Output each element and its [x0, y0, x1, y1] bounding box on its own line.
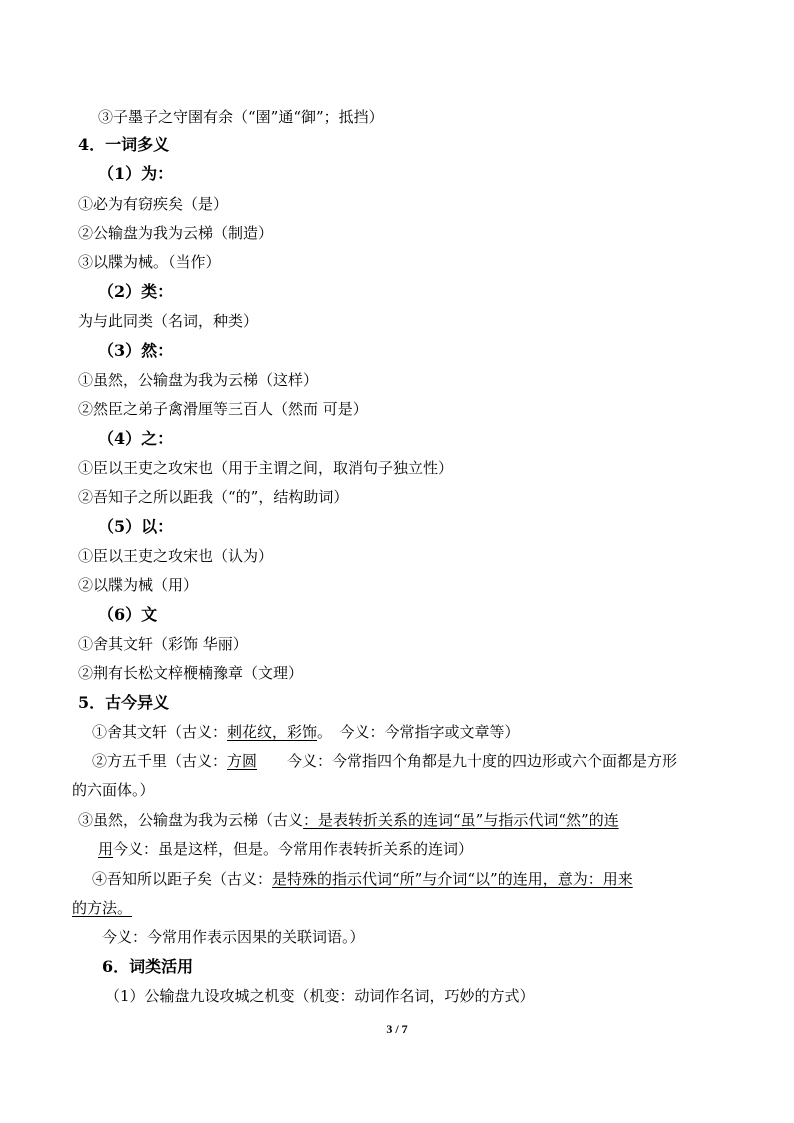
subsection-heading: （5）以：: [98, 517, 174, 536]
text-line: ②以牒为械（用）: [78, 576, 199, 594]
text-line: ①必为有窃疾矣（是）: [78, 195, 229, 213]
text-line: 的六面体。）: [72, 781, 155, 799]
text-line: ①臣以王吏之攻宋也（认为）: [78, 547, 274, 565]
text-line: [92, 721, 520, 743]
text-line: [72, 897, 132, 919]
text-line: [98, 838, 473, 860]
text-line: ②然臣之弟子禽滑厘等三百人（然而 可是）: [78, 400, 368, 418]
section-heading: 5．古今异义: [78, 693, 170, 712]
subsection-heading: （4）之：: [98, 429, 174, 448]
underlined-text: 是特殊的指示代词“所”与介词“以”的连用，意为：用来: [272, 870, 633, 888]
subsection-heading: （1）为：: [98, 164, 174, 183]
text-line: [92, 868, 633, 890]
text-line: ③子墨子之守圉有余（“圉”通“御”；抵挡）: [98, 108, 384, 126]
text-span: ④吾知所以距子矣（古义：: [92, 870, 273, 888]
text-span: ③虽然，公输盘为我为云梯（古义: [78, 811, 304, 829]
text-line: ②吾知子之所以距我（“的”，结构助词）: [78, 488, 349, 506]
page-number: 3 / 7: [386, 1022, 408, 1036]
section-heading: 4．一词多义: [78, 135, 170, 154]
text-span: 今义：虽是这样，但是。今常用作表转折关系的连词）: [113, 840, 474, 858]
subsection-heading: （6）文: [98, 605, 158, 624]
text-span: 。 今义：今常指字或文章等）: [317, 723, 520, 741]
text-line: ②荆有长松文梓楩楠豫章（文理）: [78, 664, 304, 682]
subsection-heading: （2）类：: [98, 282, 174, 301]
underlined-text: 用: [98, 840, 114, 858]
text-span: 今义：今常指四个角都是九十度的四边形或六个面都是方形: [257, 752, 678, 770]
text-line: 为与此同类（名词，种类）: [78, 312, 259, 330]
text-line: ②公输盘为我为云梯（制造）: [78, 224, 274, 242]
section-heading: 6．词类活用: [102, 957, 194, 976]
underlined-text: ：是表转折关系的连词“虽”与指示代词“然”的连: [303, 811, 619, 829]
text-line: ①臣以王吏之攻宋也（用于主谓之间，取消句子独立性）: [78, 459, 454, 477]
text-span: ①舍其文轩（古义：: [92, 723, 228, 741]
text-line: （1）公输盘九设攻城之机变（机变：动词作名词，巧妙的方式）: [105, 987, 535, 1005]
underlined-text: 刺花纹，彩饰: [227, 723, 318, 741]
text-line: ①舍其文轩（彩饰 华丽）: [78, 635, 248, 653]
text-line: [78, 809, 619, 831]
subsection-heading: （3）然：: [98, 341, 174, 360]
text-line: ①虽然，公输盘为我为云梯（这样）: [78, 371, 319, 389]
underlined-text: 的方法。: [72, 899, 133, 917]
text-line: ③以牒为械。（当作）: [78, 253, 221, 271]
text-line: 今义：今常用作表示因果的关联词语。）: [102, 928, 365, 946]
underlined-text: 方圆: [227, 752, 258, 770]
text-span: ②方五千里（古义：: [92, 752, 228, 770]
text-line: [92, 750, 677, 772]
